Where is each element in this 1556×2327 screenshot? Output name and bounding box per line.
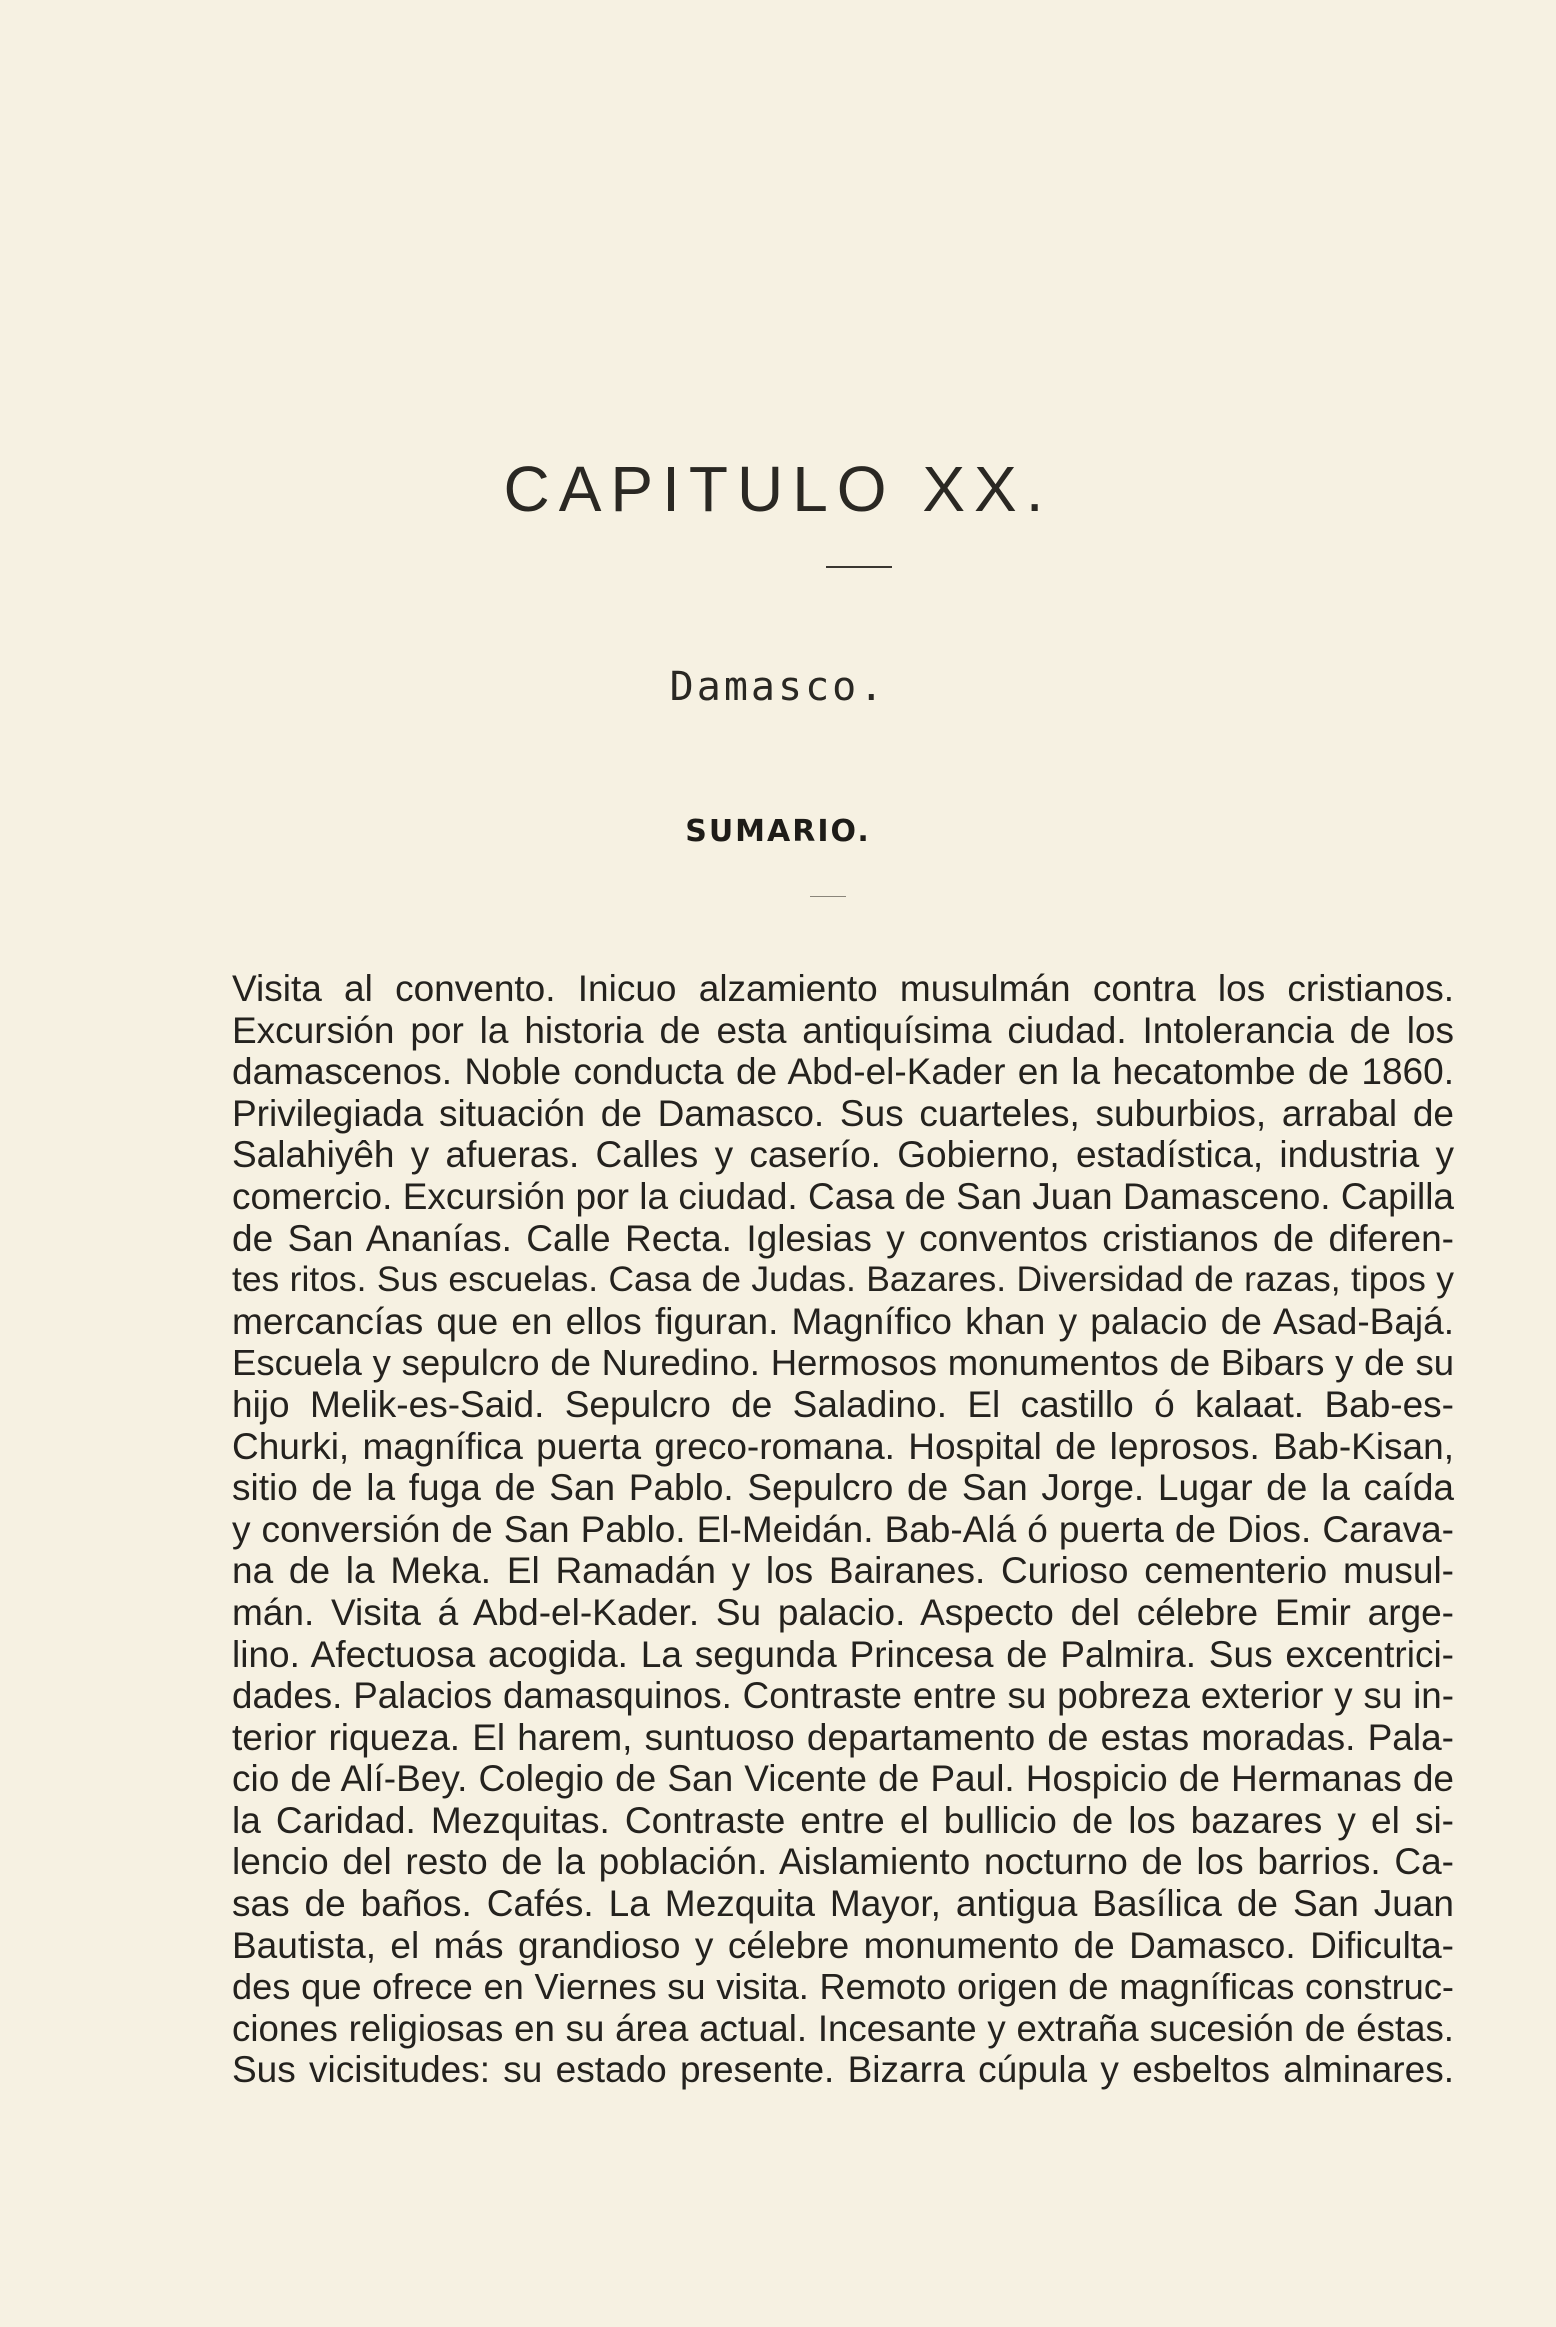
summary-line: Excursión por la historia de esta antiquísima ciudad. Intolerancia de los	[232, 1009, 1454, 1051]
summary-line: comercio. Excursión por la ciudad. Casa de San Juan Damasceno. Capilla	[232, 1175, 1454, 1217]
summary-line: Bautista, el más grandioso y célebre monumento de Damasco. Dificulta-	[232, 1924, 1454, 1966]
summary-divider	[810, 896, 846, 897]
title-divider	[826, 566, 892, 568]
summary-line: na de la Meka. El Ramadán y los Bairanes. Curioso cementerio musul-	[232, 1550, 1454, 1592]
summary-line: Privilegiada situación de Damasco. Sus cuarteles, suburbios, arrabal de	[232, 1092, 1454, 1134]
summary-line: terior riqueza. El harem, suntuoso departamento de estas moradas. Pala-	[232, 1716, 1454, 1758]
summary-line: mercancías que en ellos figuran. Magnífico khan y palacio de Asad-Bajá.	[232, 1300, 1454, 1342]
summary-line: dades. Palacios damasquinos. Contraste entre su pobreza exterior y su in-	[232, 1675, 1454, 1717]
summary-line: sitio de la fuga de San Pablo. Sepulcro de San Jorge. Lugar de la caída	[232, 1467, 1454, 1509]
summary-line: la Caridad. Mezquitas. Contraste entre el bullicio de los bazares y el si-	[232, 1799, 1454, 1841]
summary-line: y conversión de San Pablo. El-Meidán. Bab-Alá ó puerta de Dios. Carava-	[232, 1508, 1454, 1550]
chapter-title: CAPITULO XX.	[503, 453, 1053, 525]
summary-line: Sus vicisitudes: su estado presente. Bizarra cúpula y esbeltos alminares.	[232, 2049, 1454, 2091]
summary-heading: SUMARIO.	[685, 814, 871, 849]
summary-line: de San Ananías. Calle Recta. Iglesias y conventos cristianos de diferen-	[232, 1217, 1454, 1259]
summary-line: tes ritos. Sus escuelas. Casa de Judas. Bazares. Diversidad de razas, tipos y	[232, 1259, 1454, 1300]
summary-line: lino. Afectuosa acogida. La segunda Princesa de Palmira. Sus excentrici-	[232, 1633, 1454, 1675]
summary-line: cio de Alí-Bey. Colegio de San Vicente de Paul. Hospicio de Hermanas de	[232, 1758, 1454, 1800]
chapter-subtitle: Damasco.	[669, 664, 887, 710]
summary-line: Salahiyêh y afueras. Calles y caserío. Gobierno, estadística, industria y	[232, 1134, 1454, 1176]
summary-line: mán. Visita á Abd-el-Kader. Su palacio. Aspecto del célebre Emir arge-	[232, 1591, 1454, 1633]
summary-line: des que ofrece en Viernes su visita. Remoto origen de magníficas construc-	[232, 1966, 1454, 2008]
summary-line: Visita al convento. Inicuo alzamiento musulmán contra los cristianos.	[232, 968, 1454, 1009]
summary-line: Churki, magnífica puerta greco-romana. Hospital de leprosos. Bab-Kisan,	[232, 1425, 1454, 1467]
summary-line: Escuela y sepulcro de Nuredino. Hermosos monumentos de Bibars y de su	[232, 1342, 1454, 1384]
summary-line: lencio del resto de la población. Aislamiento nocturno de los barrios. Ca-	[232, 1841, 1454, 1883]
summary-line: sas de baños. Cafés. La Mezquita Mayor, antigua Basílica de San Juan	[232, 1883, 1454, 1925]
summary-paragraph	[232, 968, 1454, 2091]
summary-line: hijo Melik-es-Said. Sepulcro de Saladino. El castillo ó kalaat. Bab-es-	[232, 1383, 1454, 1425]
summary-line: damascenos. Noble conducta de Abd-el-Kader en la hecatombe de 1860.	[232, 1051, 1454, 1093]
summary-line: ciones religiosas en su área actual. Incesante y extraña sucesión de éstas.	[232, 2007, 1454, 2049]
